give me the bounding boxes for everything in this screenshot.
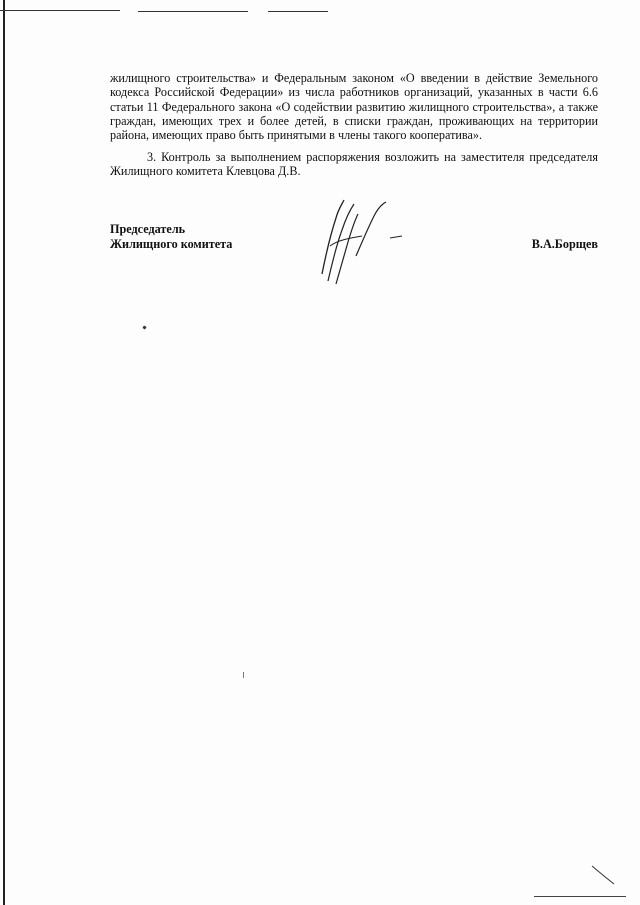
scan-top-mark [138,11,248,12]
body-paragraph: жилищного строительства» и Федеральным законом «О введении в действие Земельного кодекса Российской Федерации» из числа работников организаций, указанных в части 6.6 статьи 11 Федерального закона «О содействии развитию жилищного строительства», а также граждан, имеющих трех и более детей, в списки граждан, проживающих на территории района, имеющих право быть принятыми в члены такого кооператива». [110,71,598,143]
scan-bottom-mark [534,896,626,897]
scan-left-border [3,0,5,905]
signatory-position-line: Жилищного комитета [110,237,233,251]
scan-top-mark [268,11,328,12]
scan-speck [142,325,146,329]
control-clause-paragraph: 3. Контроль за выполнением распоряжения возложить на заместителя председателя Жилищного комитета Клевцова Д.В. [110,150,598,179]
scan-top-mark [0,10,120,11]
scan-corner-mark [590,862,620,892]
signatory-position [110,222,232,252]
handwritten-signature [316,196,416,296]
signatory-position-line: Председатель [110,222,186,236]
scan-speck [243,672,244,678]
signatory-name: В.А.Борщев [531,237,598,251]
